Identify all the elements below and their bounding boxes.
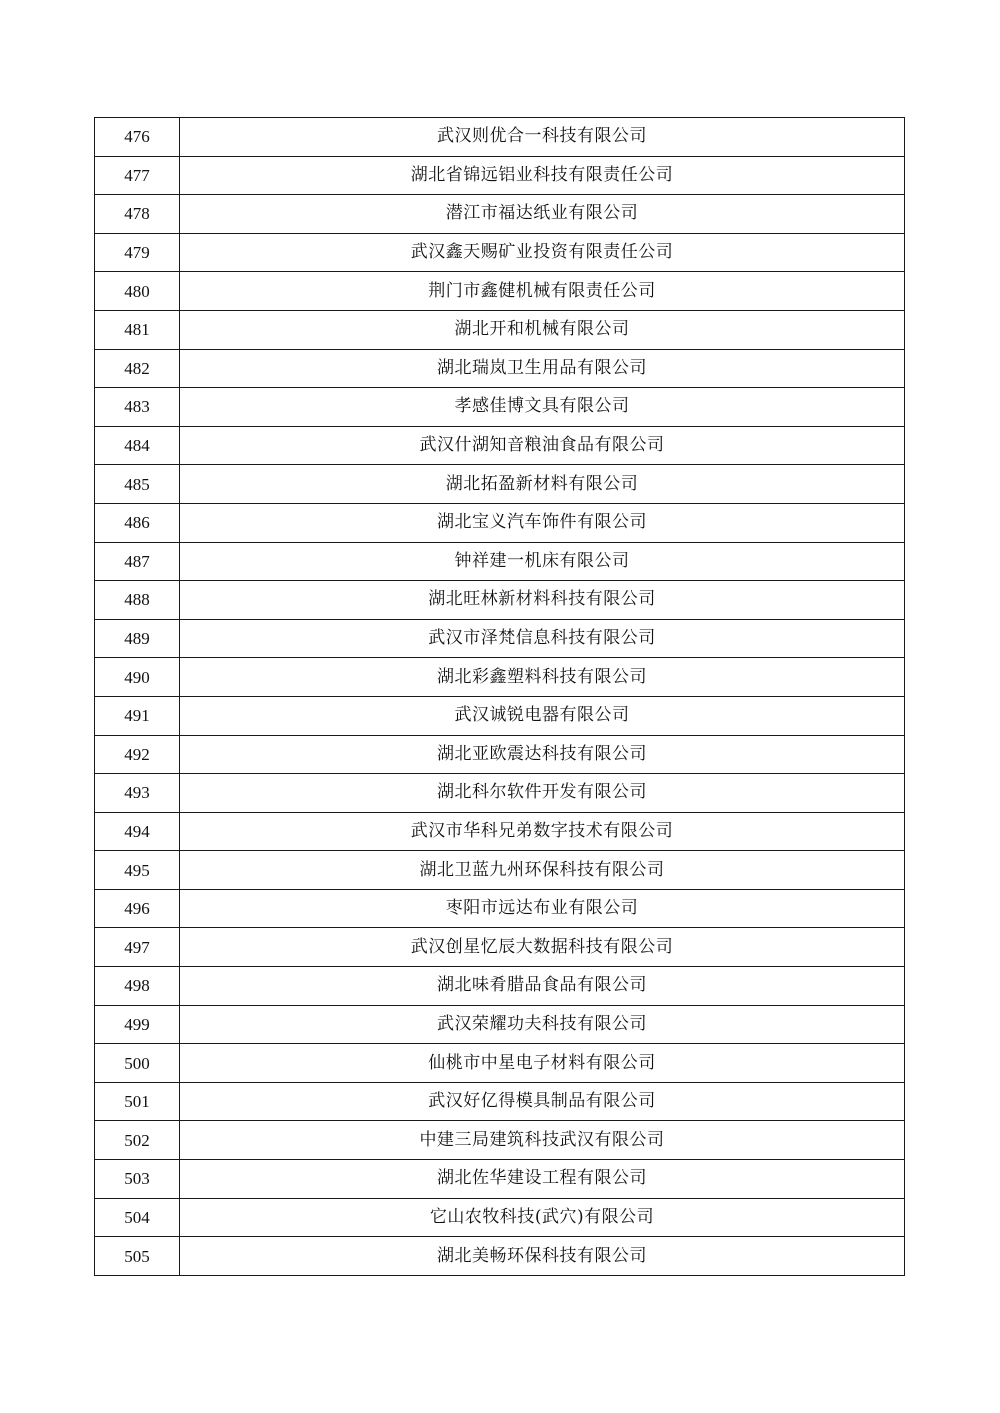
- table-row: [95, 1198, 905, 1237]
- table-row: [95, 1082, 905, 1121]
- company-name: 孝感佳博文具有限公司: [180, 388, 905, 427]
- table-row: [95, 195, 905, 234]
- company-list-table: [94, 117, 905, 1276]
- company-name: 钟祥建一机床有限公司: [180, 542, 905, 581]
- row-number: 480: [95, 272, 180, 311]
- table-row: [95, 1160, 905, 1199]
- row-number: 489: [95, 619, 180, 658]
- table-row: [95, 658, 905, 697]
- row-number: 478: [95, 195, 180, 234]
- table-row: [95, 233, 905, 272]
- company-name: 武汉市华科兄弟数字技术有限公司: [180, 812, 905, 851]
- table-row: [95, 1044, 905, 1083]
- table-row: [95, 503, 905, 542]
- table-row: [95, 388, 905, 427]
- row-number: 476: [95, 118, 180, 157]
- row-number: 504: [95, 1198, 180, 1237]
- company-name: 荆门市鑫健机械有限责任公司: [180, 272, 905, 311]
- row-number: 500: [95, 1044, 180, 1083]
- company-name: 武汉市泽梵信息科技有限公司: [180, 619, 905, 658]
- row-number: 483: [95, 388, 180, 427]
- table-row: [95, 928, 905, 967]
- table-row: [95, 156, 905, 195]
- company-name: 湖北省锦远铝业科技有限责任公司: [180, 156, 905, 195]
- company-name: 湖北味肴腊品食品有限公司: [180, 967, 905, 1006]
- company-name: 湖北亚欧震达科技有限公司: [180, 735, 905, 774]
- table-row: [95, 735, 905, 774]
- company-name: 湖北彩鑫塑料科技有限公司: [180, 658, 905, 697]
- company-name: 武汉诚锐电器有限公司: [180, 696, 905, 735]
- row-number: 505: [95, 1237, 180, 1276]
- table-row: [95, 812, 905, 851]
- company-name: 湖北美畅环保科技有限公司: [180, 1237, 905, 1276]
- table-row: [95, 1237, 905, 1276]
- row-number: 493: [95, 774, 180, 813]
- table-row: [95, 889, 905, 928]
- table-row: [95, 272, 905, 311]
- company-name: 武汉好亿得模具制品有限公司: [180, 1082, 905, 1121]
- row-number: 487: [95, 542, 180, 581]
- table-row: [95, 967, 905, 1006]
- row-number: 479: [95, 233, 180, 272]
- table-row: [95, 581, 905, 620]
- row-number: 486: [95, 503, 180, 542]
- company-name: 武汉荣耀功夫科技有限公司: [180, 1005, 905, 1044]
- row-number: 498: [95, 967, 180, 1006]
- row-number: 490: [95, 658, 180, 697]
- company-name: 仙桃市中星电子材料有限公司: [180, 1044, 905, 1083]
- company-name: 武汉什湖知音粮油食品有限公司: [180, 426, 905, 465]
- row-number: 491: [95, 696, 180, 735]
- table-row: [95, 542, 905, 581]
- row-number: 497: [95, 928, 180, 967]
- row-number: 494: [95, 812, 180, 851]
- table-row: [95, 465, 905, 504]
- row-number: 482: [95, 349, 180, 388]
- company-name: 湖北宝义汽车饰件有限公司: [180, 503, 905, 542]
- table-row: [95, 619, 905, 658]
- table-row: [95, 1005, 905, 1044]
- company-name: 湖北开和机械有限公司: [180, 310, 905, 349]
- company-name: 湖北科尔软件开发有限公司: [180, 774, 905, 813]
- row-number: 477: [95, 156, 180, 195]
- row-number: 495: [95, 851, 180, 890]
- table-body: [95, 118, 905, 1276]
- company-name: 湖北佐华建设工程有限公司: [180, 1160, 905, 1199]
- table-row: [95, 774, 905, 813]
- row-number: 503: [95, 1160, 180, 1199]
- table-row: [95, 310, 905, 349]
- table-row: [95, 118, 905, 157]
- table-row: [95, 349, 905, 388]
- row-number: 502: [95, 1121, 180, 1160]
- row-number: 481: [95, 310, 180, 349]
- company-name: 中建三局建筑科技武汉有限公司: [180, 1121, 905, 1160]
- row-number: 496: [95, 889, 180, 928]
- row-number: 501: [95, 1082, 180, 1121]
- company-name: 湖北旺林新材料科技有限公司: [180, 581, 905, 620]
- row-number: 499: [95, 1005, 180, 1044]
- company-name: 湖北卫蓝九州环保科技有限公司: [180, 851, 905, 890]
- table-row: [95, 426, 905, 465]
- row-number: 488: [95, 581, 180, 620]
- row-number: 484: [95, 426, 180, 465]
- company-name: 武汉创星忆辰大数据科技有限公司: [180, 928, 905, 967]
- company-name: 湖北瑞岚卫生用品有限公司: [180, 349, 905, 388]
- company-name: 武汉鑫天赐矿业投资有限责任公司: [180, 233, 905, 272]
- company-name: 湖北拓盈新材料有限公司: [180, 465, 905, 504]
- row-number: 492: [95, 735, 180, 774]
- table-row: [95, 696, 905, 735]
- table-row: [95, 1121, 905, 1160]
- company-name: 潜江市福达纸业有限公司: [180, 195, 905, 234]
- company-name: 它山农牧科技(武穴)有限公司: [180, 1198, 905, 1237]
- row-number: 485: [95, 465, 180, 504]
- company-name: 武汉则优合一科技有限公司: [180, 118, 905, 157]
- company-name: 枣阳市远达布业有限公司: [180, 889, 905, 928]
- table-row: [95, 851, 905, 890]
